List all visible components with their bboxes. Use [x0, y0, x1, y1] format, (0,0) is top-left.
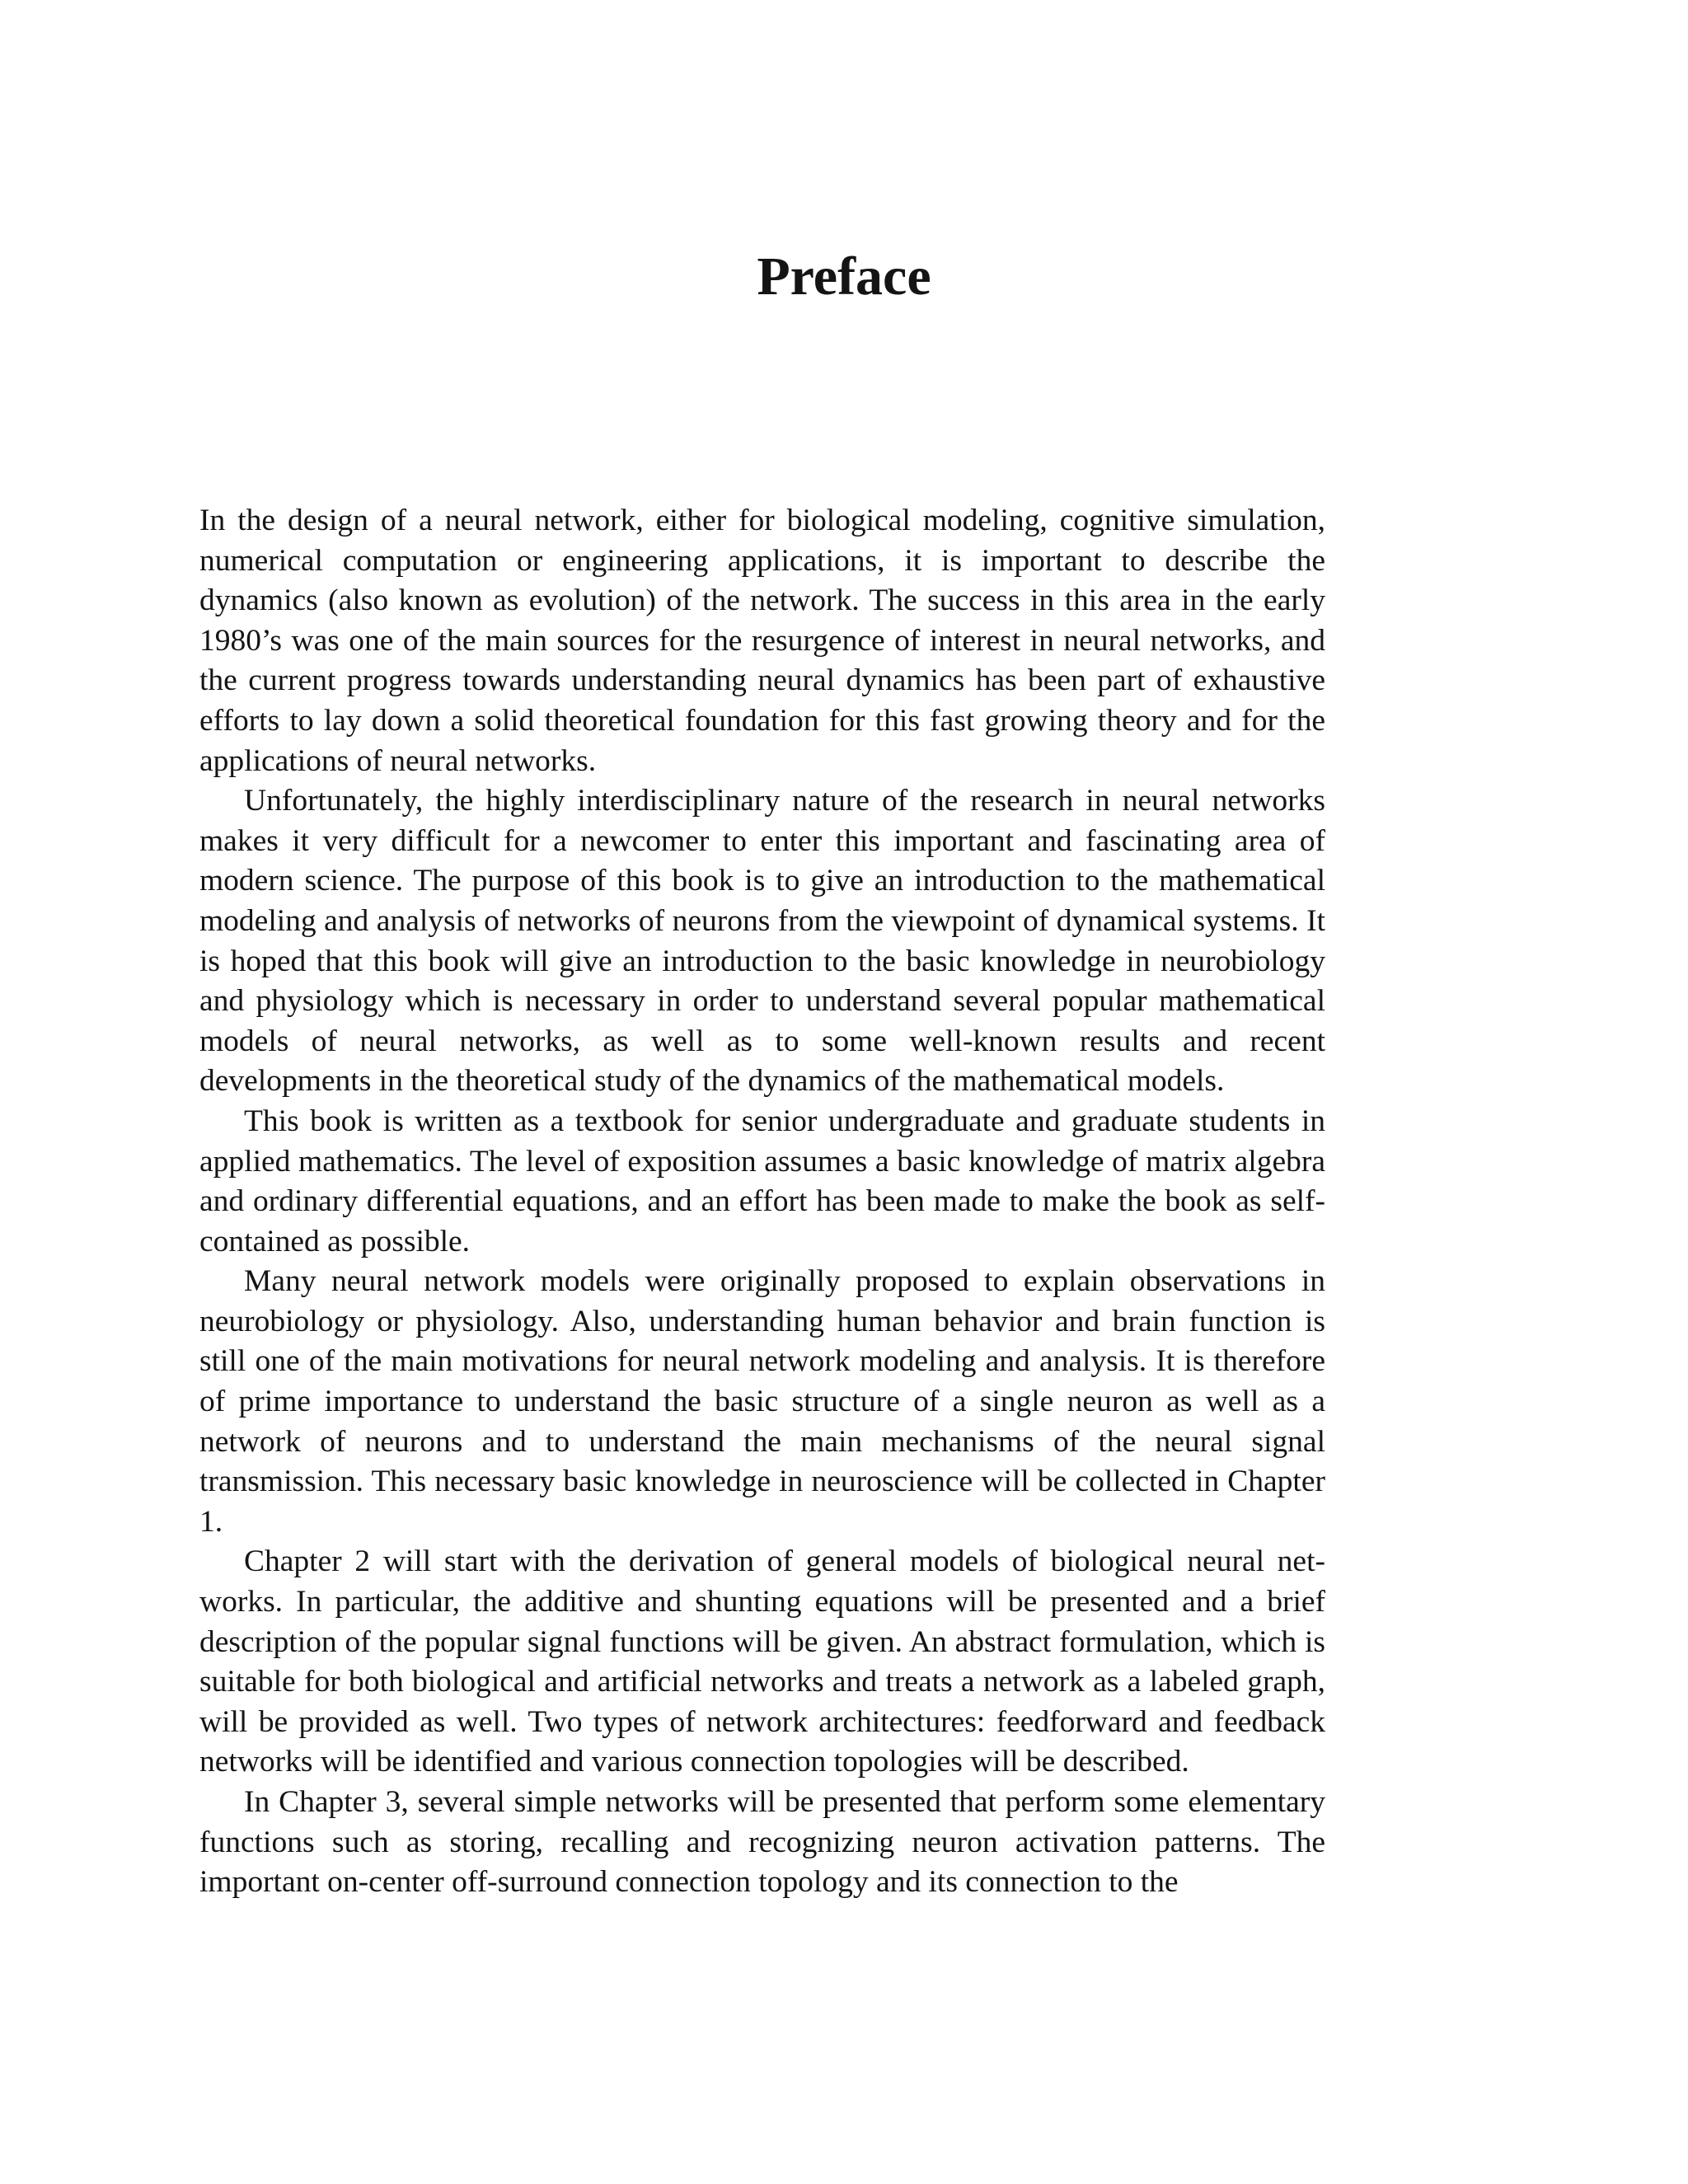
- preface-body: [199, 501, 1325, 1903]
- paragraph-2: Unfortunately, the highly interdisciplinary nature of the research in neural networks makes it very difficult for a newcomer to enter this important and fascinating area of modern science. The purpose of this book is to give an introduction to the mathematical modeling and analysis of networks of neurons from the viewpoint of dynamical systems. It is hoped that this book will give an introduction to the basic knowledge in neurobiology and physiology which is necessary in order to understand several popular mathematical models of neural networks, as well as to some well-known results and recent developments in the theoretical study of the dynamics of the mathematical models.: [199, 784, 1325, 1099]
- paragraph-1: In the design of a neural network, either for biological modeling, cognitive simulation, numerical computation or engineering applications, it is important to describe the dynamics (also known as evolution) of the network. The success in this area in the early 1980’s was one of the main sources for the resurgence of interest in neural networks, and the current progress towards understanding neural dynamics has been part of exhaustive efforts to lay down a solid theoretical foundation for this fast growing theory and for the applications of neural networks.: [199, 504, 1325, 778]
- paragraph-5: Chapter 2 will start with the derivation of general models of biological neural networks. In particular, the additive and shunting equations will be presented and a brief description of the popular signal functions will be given. An abstract formulation, which is suitable for both biological and artificial networks and treats a network as a labeled graph, will be provided as well. Two types of network architectures: feedforward and feedback networks will be identified and various connection topologies will be described.: [199, 1544, 1325, 1779]
- paragraph-6: In Chapter 3, several simple networks will be presented that perform some elementary functions such as storing, recalling and recognizing neuron activation patterns. The important on-center off-surround connection topology and its connection to the: [199, 1785, 1325, 1900]
- paragraph-3: This book is written as a textbook for senior undergraduate and graduate students in applied mathematics. The level of exposition assumes a basic knowledge of matrix algebra and ordinary differential equations, and an effort has been made to make the book as self-contained as possible.: [199, 1104, 1325, 1258]
- paragraph-4: Many neural network models were originally proposed to explain observations in neurobiology or physiology. Also, understanding human behavior and brain function is still one of the main motivations for neural network modeling and analysis. It is therefore of prime importance to understand the basic structure of a single neuron as well as a network of neurons and to understand the main mechanisms of the neural signal transmission. This necessary basic knowledge in neuroscience will be collected in Chapter 1.: [199, 1264, 1325, 1539]
- page-title: Preface: [757, 246, 931, 307]
